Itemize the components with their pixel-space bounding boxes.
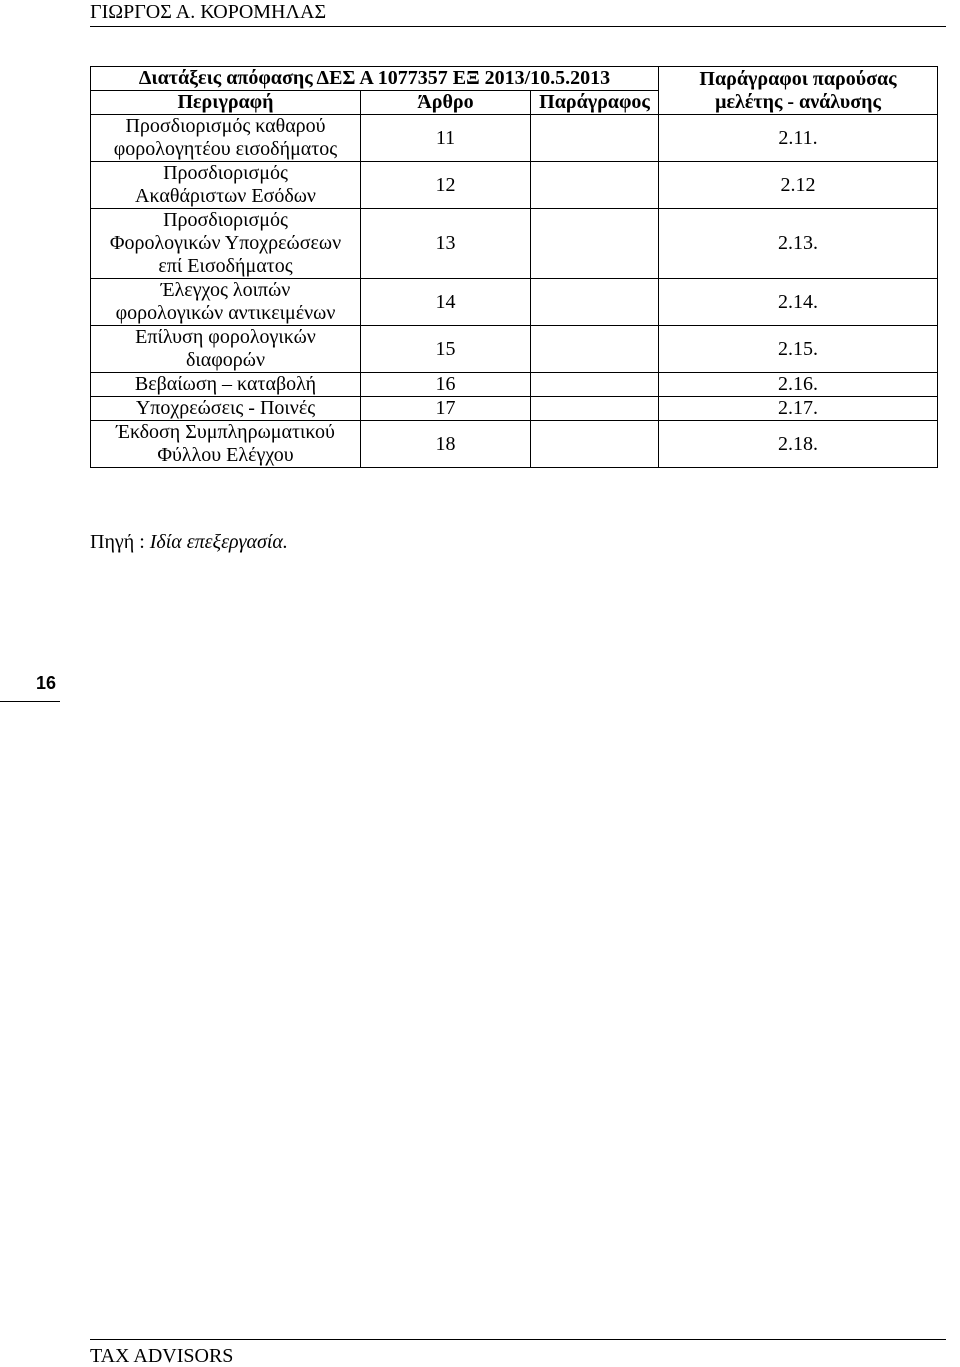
footer-text: TAX ADVISORS xyxy=(90,1345,234,1367)
row-description: Προσδιορισμός Ακαθάριστων Εσόδων xyxy=(91,162,361,209)
provisions-table xyxy=(90,66,938,468)
row-article: 17 xyxy=(361,397,531,421)
row-study-paragraph: 2.18. xyxy=(659,421,938,468)
source-value: Ιδία επεξεργασία. xyxy=(149,531,288,553)
source-label: Πηγή : xyxy=(90,531,145,553)
row-description: Βεβαίωση – καταβολή xyxy=(91,373,361,397)
column-header-paragraph: Παράγραφος xyxy=(531,91,659,115)
row-description: Έλεγχος λοιπών φορολογικών αντικειμένων xyxy=(91,279,361,326)
row-study-paragraph: 2.15. xyxy=(659,326,938,373)
decision-title-cell xyxy=(91,67,659,91)
row-study-paragraph: 2.13. xyxy=(659,209,938,279)
table-row xyxy=(91,421,938,468)
table-row xyxy=(91,162,938,209)
row-description: Επίλυση φορολογικών διαφορών xyxy=(91,326,361,373)
row-description: Προσδιορισμός Φορολογικών Υποχρεώσεων επί Εισοδήματος xyxy=(91,209,361,279)
page-number-underline xyxy=(0,701,60,702)
row-paragraph xyxy=(531,326,659,373)
table-row xyxy=(91,373,938,397)
row-article: 15 xyxy=(361,326,531,373)
page-header xyxy=(0,0,960,28)
row-article: 11 xyxy=(361,115,531,162)
table-row xyxy=(91,209,938,279)
page-number: 16 xyxy=(36,673,57,693)
row-study-paragraph: 2.12 xyxy=(659,162,938,209)
row-article: 12 xyxy=(361,162,531,209)
row-article: 13 xyxy=(361,209,531,279)
row-description: Προσδιορισμός καθαρού φορολογητέου εισοδήματος xyxy=(91,115,361,162)
row-study-paragraph: 2.17. xyxy=(659,397,938,421)
source-note xyxy=(90,531,288,554)
table-row xyxy=(91,397,938,421)
decision-title: Διατάξεις απόφασης ΔΕΣ Α 1077357 ΕΞ 2013/10.5.2013 xyxy=(138,67,611,89)
table-row xyxy=(91,115,938,162)
page-number-block xyxy=(0,670,60,702)
column-header-description: Περιγραφή xyxy=(91,91,361,115)
row-paragraph xyxy=(531,162,659,209)
row-article: 18 xyxy=(361,421,531,468)
row-paragraph xyxy=(531,373,659,397)
row-article: 14 xyxy=(361,279,531,326)
footer-divider xyxy=(90,1339,946,1340)
row-article: 16 xyxy=(361,373,531,397)
table-row xyxy=(91,326,938,373)
row-paragraph xyxy=(531,115,659,162)
row-study-paragraph: 2.16. xyxy=(659,373,938,397)
row-study-paragraph: 2.11. xyxy=(659,115,938,162)
row-description: Έκδοση Συμπληρωματικού Φύλλου Ελέγχου xyxy=(91,421,361,468)
row-paragraph xyxy=(531,397,659,421)
table-row xyxy=(91,279,938,326)
column-header-article: Άρθρο xyxy=(361,91,531,115)
table-header-row-1 xyxy=(91,67,938,91)
row-paragraph xyxy=(531,421,659,468)
row-description: Υποχρεώσεις - Ποινές xyxy=(91,397,361,421)
study-paragraphs-header: Παράγραφοι παρούσας μελέτης - ανάλυσης xyxy=(659,67,938,115)
row-paragraph xyxy=(531,209,659,279)
header-divider xyxy=(90,26,946,27)
row-paragraph xyxy=(531,279,659,326)
row-study-paragraph: 2.14. xyxy=(659,279,938,326)
header-author: ΓΙΩΡΓΟΣ Α. ΚΟΡΟΜΗΛΑΣ xyxy=(90,1,327,23)
